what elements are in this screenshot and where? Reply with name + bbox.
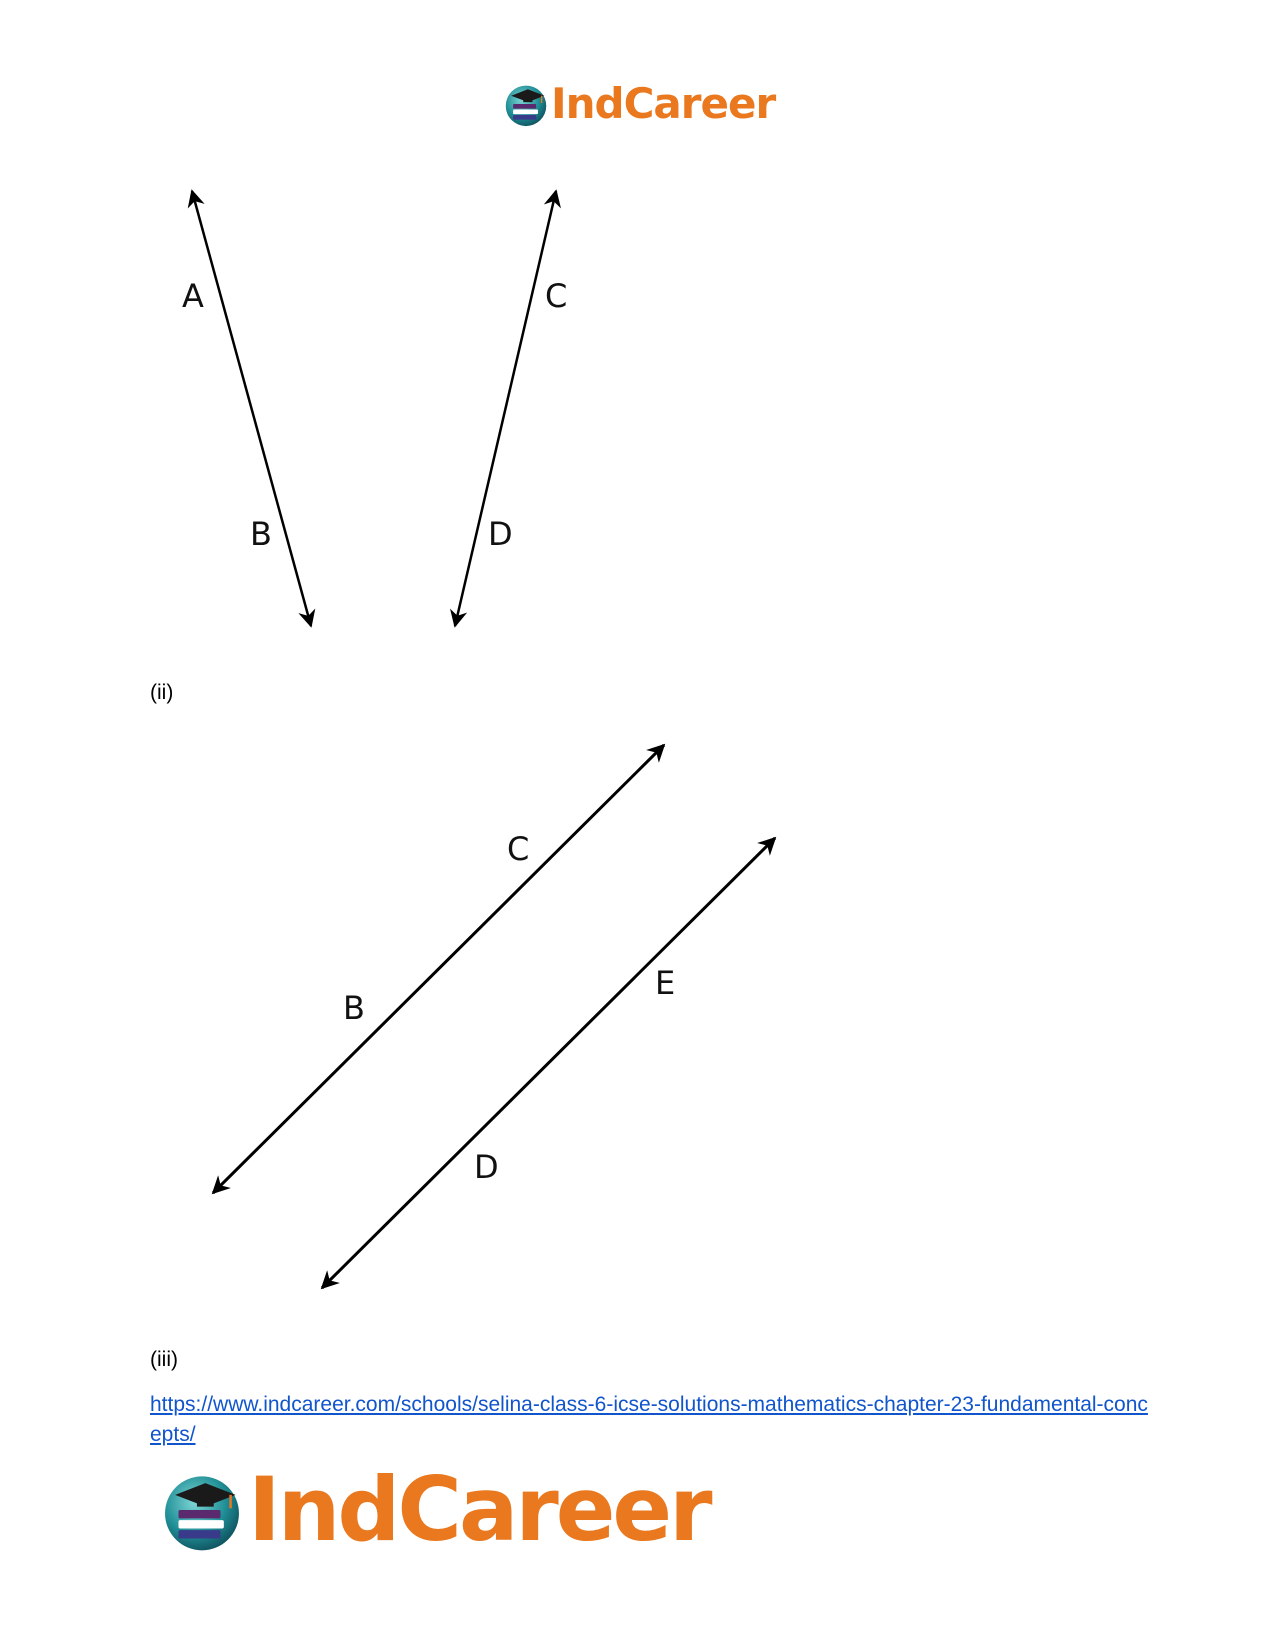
logo-wordmark: IndCareer: [248, 1458, 710, 1561]
graduate-book-icon: [160, 1468, 244, 1552]
figure-intersecting-lines: [0, 180, 700, 640]
point-label-e: E: [655, 964, 676, 1002]
point-label-d2: D: [474, 1148, 499, 1186]
graduate-book-icon: [503, 81, 549, 127]
figure-caption-iii: (iii): [150, 1348, 178, 1371]
header-logo: [503, 80, 775, 128]
point-label-d: D: [488, 515, 513, 553]
line-bc: [213, 745, 664, 1193]
point-label-b: B: [250, 515, 272, 553]
figure-caption-ii: (ii): [150, 681, 174, 704]
footer-logo: [160, 1458, 710, 1561]
source-link[interactable]: https://www.indcareer.com/schools/selina-class-6-icse-solutions-mathematics-chapter-23-fundamental-concepts/: [150, 1393, 1148, 1446]
point-label-a: A: [182, 277, 204, 315]
line-cd: [455, 191, 556, 626]
point-label-c2: C: [507, 830, 530, 868]
line-de: [322, 838, 775, 1288]
point-label-b2: B: [343, 989, 365, 1027]
line-ab: [192, 191, 311, 626]
point-label-c: C: [545, 277, 568, 315]
logo-wordmark: IndCareer: [551, 79, 776, 128]
figure-parallel-lines: [0, 735, 820, 1305]
